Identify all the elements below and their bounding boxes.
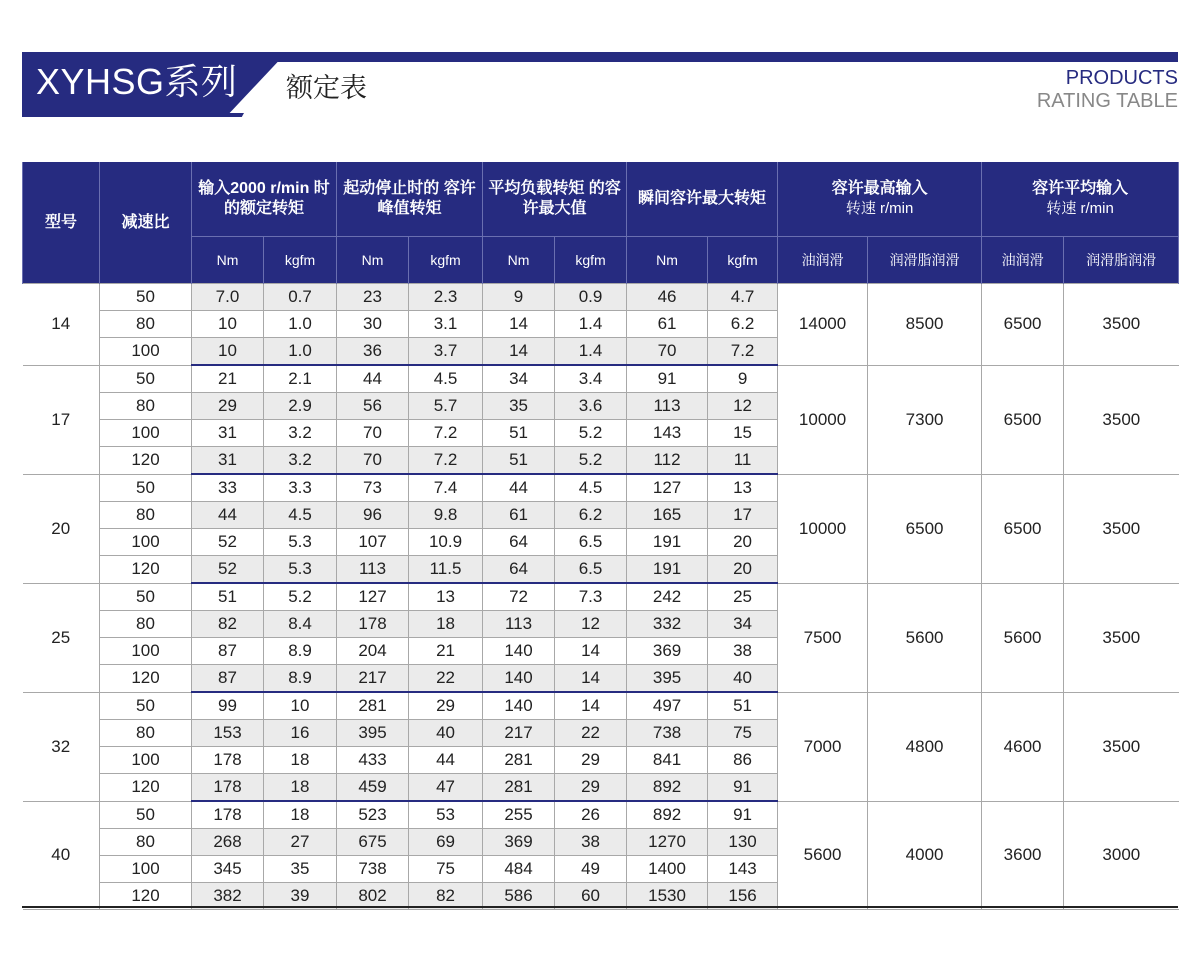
model-cell: 25 bbox=[23, 583, 100, 692]
torque-cell: 4.7 bbox=[708, 284, 778, 311]
torque-cell: 29 bbox=[409, 692, 483, 720]
speed-cell: 7000 bbox=[778, 692, 868, 801]
speed-cell: 5600 bbox=[982, 583, 1064, 692]
torque-cell: 51 bbox=[483, 420, 555, 447]
torque-cell: 191 bbox=[627, 529, 708, 556]
torque-cell: 29 bbox=[192, 393, 264, 420]
torque-cell: 17 bbox=[708, 502, 778, 529]
torque-cell: 52 bbox=[192, 529, 264, 556]
torque-cell: 20 bbox=[708, 556, 778, 584]
header-ratio: 减速比 bbox=[100, 162, 192, 284]
torque-cell: 75 bbox=[409, 856, 483, 883]
torque-cell: 8.9 bbox=[264, 638, 337, 665]
torque-cell: 3.7 bbox=[409, 338, 483, 366]
torque-cell: 10 bbox=[264, 692, 337, 720]
torque-cell: 14 bbox=[555, 665, 627, 693]
torque-cell: 49 bbox=[555, 856, 627, 883]
torque-cell: 34 bbox=[483, 365, 555, 393]
torque-cell: 14 bbox=[483, 338, 555, 366]
header-max-torque: 瞬间容许最大转矩 bbox=[627, 162, 778, 237]
torque-cell: 738 bbox=[627, 720, 708, 747]
unit-kgfm: kgfm bbox=[555, 237, 627, 284]
table-row bbox=[23, 284, 1179, 311]
torque-cell: 18 bbox=[264, 801, 337, 829]
torque-cell: 18 bbox=[264, 774, 337, 802]
grease-lubrication: 润滑脂润滑 bbox=[868, 237, 982, 284]
table-row bbox=[23, 583, 1179, 611]
torque-cell: 25 bbox=[708, 583, 778, 611]
torque-cell: 217 bbox=[337, 665, 409, 693]
torque-cell: 40 bbox=[708, 665, 778, 693]
torque-cell: 29 bbox=[555, 774, 627, 802]
torque-cell: 21 bbox=[409, 638, 483, 665]
torque-cell: 1270 bbox=[627, 829, 708, 856]
torque-cell: 20 bbox=[708, 529, 778, 556]
torque-cell: 61 bbox=[483, 502, 555, 529]
torque-cell: 6.2 bbox=[555, 502, 627, 529]
torque-cell: 3.1 bbox=[409, 311, 483, 338]
speed-cell: 7300 bbox=[868, 365, 982, 474]
torque-cell: 7.2 bbox=[409, 447, 483, 475]
torque-cell: 382 bbox=[192, 883, 264, 910]
grease-lubrication: 润滑脂润滑 bbox=[1064, 237, 1179, 284]
torque-cell: 1530 bbox=[627, 883, 708, 910]
torque-cell: 5.3 bbox=[264, 556, 337, 584]
speed-cell: 4000 bbox=[868, 801, 982, 910]
ratio-cell: 80 bbox=[100, 393, 192, 420]
torque-cell: 23 bbox=[337, 284, 409, 311]
torque-cell: 10.9 bbox=[409, 529, 483, 556]
ratio-cell: 100 bbox=[100, 638, 192, 665]
torque-cell: 4.5 bbox=[409, 365, 483, 393]
header-max-speed-sub: 转速 r/min bbox=[845, 200, 914, 217]
torque-cell: 52 bbox=[192, 556, 264, 584]
torque-cell: 127 bbox=[627, 474, 708, 502]
table-row bbox=[23, 801, 1179, 829]
torque-cell: 7.2 bbox=[409, 420, 483, 447]
torque-cell: 12 bbox=[555, 611, 627, 638]
header-peak-torque: 起动停止时的 容许峰值转矩 bbox=[337, 162, 483, 237]
torque-cell: 332 bbox=[627, 611, 708, 638]
torque-cell: 204 bbox=[337, 638, 409, 665]
torque-cell: 178 bbox=[192, 774, 264, 802]
ratio-cell: 50 bbox=[100, 801, 192, 829]
torque-cell: 4.5 bbox=[264, 502, 337, 529]
ratio-cell: 100 bbox=[100, 856, 192, 883]
speed-cell: 10000 bbox=[778, 474, 868, 583]
ratio-cell: 50 bbox=[100, 365, 192, 393]
torque-cell: 841 bbox=[627, 747, 708, 774]
ratio-cell: 80 bbox=[100, 829, 192, 856]
table-row bbox=[23, 474, 1179, 502]
torque-cell: 395 bbox=[627, 665, 708, 693]
torque-cell: 113 bbox=[337, 556, 409, 584]
torque-cell: 3.2 bbox=[264, 447, 337, 475]
torque-cell: 0.9 bbox=[555, 284, 627, 311]
torque-cell: 22 bbox=[409, 665, 483, 693]
torque-cell: 165 bbox=[627, 502, 708, 529]
torque-cell: 1.4 bbox=[555, 338, 627, 366]
speed-cell: 6500 bbox=[982, 365, 1064, 474]
torque-cell: 268 bbox=[192, 829, 264, 856]
table-bottom-rule bbox=[22, 906, 1178, 908]
unit-nm: Nm bbox=[192, 237, 264, 284]
torque-cell: 72 bbox=[483, 583, 555, 611]
ratio-cell: 100 bbox=[100, 420, 192, 447]
speed-cell: 3000 bbox=[1064, 801, 1179, 910]
torque-cell: 3.2 bbox=[264, 420, 337, 447]
torque-cell: 64 bbox=[483, 529, 555, 556]
torque-cell: 1400 bbox=[627, 856, 708, 883]
torque-cell: 153 bbox=[192, 720, 264, 747]
torque-cell: 30 bbox=[337, 311, 409, 338]
torque-cell: 178 bbox=[192, 801, 264, 829]
speed-cell: 6500 bbox=[868, 474, 982, 583]
torque-cell: 64 bbox=[483, 556, 555, 584]
torque-cell: 6.2 bbox=[708, 311, 778, 338]
torque-cell: 14 bbox=[483, 311, 555, 338]
unit-nm: Nm bbox=[337, 237, 409, 284]
torque-cell: 10 bbox=[192, 338, 264, 366]
torque-cell: 497 bbox=[627, 692, 708, 720]
torque-cell: 44 bbox=[483, 474, 555, 502]
torque-cell: 44 bbox=[409, 747, 483, 774]
table-body bbox=[23, 284, 1179, 910]
torque-cell: 13 bbox=[409, 583, 483, 611]
torque-cell: 2.9 bbox=[264, 393, 337, 420]
model-cell: 20 bbox=[23, 474, 100, 583]
torque-cell: 113 bbox=[483, 611, 555, 638]
torque-cell: 18 bbox=[409, 611, 483, 638]
torque-cell: 7.3 bbox=[555, 583, 627, 611]
torque-cell: 35 bbox=[483, 393, 555, 420]
torque-cell: 3.3 bbox=[264, 474, 337, 502]
page-subtitle: 额定表 bbox=[286, 73, 367, 103]
ratio-cell: 80 bbox=[100, 611, 192, 638]
unit-kgfm: kgfm bbox=[264, 237, 337, 284]
torque-cell: 484 bbox=[483, 856, 555, 883]
torque-cell: 38 bbox=[708, 638, 778, 665]
torque-cell: 73 bbox=[337, 474, 409, 502]
torque-cell: 38 bbox=[555, 829, 627, 856]
torque-cell: 31 bbox=[192, 420, 264, 447]
torque-cell: 39 bbox=[264, 883, 337, 910]
torque-cell: 802 bbox=[337, 883, 409, 910]
speed-cell: 3600 bbox=[982, 801, 1064, 910]
torque-cell: 217 bbox=[483, 720, 555, 747]
torque-cell: 60 bbox=[555, 883, 627, 910]
torque-cell: 11.5 bbox=[409, 556, 483, 584]
torque-cell: 9.8 bbox=[409, 502, 483, 529]
torque-cell: 87 bbox=[192, 665, 264, 693]
torque-cell: 675 bbox=[337, 829, 409, 856]
speed-cell: 10000 bbox=[778, 365, 868, 474]
torque-cell: 892 bbox=[627, 801, 708, 829]
torque-cell: 7.4 bbox=[409, 474, 483, 502]
unit-kgfm: kgfm bbox=[708, 237, 778, 284]
torque-cell: 75 bbox=[708, 720, 778, 747]
header-avg-speed bbox=[982, 162, 1179, 237]
torque-cell: 18 bbox=[264, 747, 337, 774]
oil-lubrication: 油润滑 bbox=[778, 237, 868, 284]
speed-cell: 3500 bbox=[1064, 284, 1179, 366]
products-label: PRODUCTS bbox=[1065, 67, 1178, 89]
torque-cell: 459 bbox=[337, 774, 409, 802]
speed-cell: 6500 bbox=[982, 284, 1064, 366]
torque-cell: 51 bbox=[708, 692, 778, 720]
torque-cell: 1.0 bbox=[264, 311, 337, 338]
ratio-cell: 120 bbox=[100, 774, 192, 802]
ratio-cell: 100 bbox=[100, 338, 192, 366]
torque-cell: 14 bbox=[555, 638, 627, 665]
torque-cell: 6.5 bbox=[555, 529, 627, 556]
torque-cell: 99 bbox=[192, 692, 264, 720]
ratio-cell: 120 bbox=[100, 556, 192, 584]
ratio-cell: 50 bbox=[100, 474, 192, 502]
torque-cell: 4.5 bbox=[555, 474, 627, 502]
torque-cell: 12 bbox=[708, 393, 778, 420]
torque-cell: 523 bbox=[337, 801, 409, 829]
torque-cell: 33 bbox=[192, 474, 264, 502]
torque-cell: 91 bbox=[708, 774, 778, 802]
torque-cell: 51 bbox=[483, 447, 555, 475]
torque-cell: 9 bbox=[708, 365, 778, 393]
torque-cell: 86 bbox=[708, 747, 778, 774]
torque-cell: 140 bbox=[483, 692, 555, 720]
torque-cell: 22 bbox=[555, 720, 627, 747]
torque-cell: 107 bbox=[337, 529, 409, 556]
torque-cell: 140 bbox=[483, 638, 555, 665]
torque-cell: 369 bbox=[627, 638, 708, 665]
torque-cell: 892 bbox=[627, 774, 708, 802]
torque-cell: 738 bbox=[337, 856, 409, 883]
speed-cell: 5600 bbox=[778, 801, 868, 910]
torque-cell: 56 bbox=[337, 393, 409, 420]
torque-cell: 40 bbox=[409, 720, 483, 747]
torque-cell: 178 bbox=[337, 611, 409, 638]
rating-table-label: RATING TABLE bbox=[1036, 90, 1178, 112]
speed-cell: 4600 bbox=[982, 692, 1064, 801]
table-row bbox=[23, 692, 1179, 720]
torque-cell: 11 bbox=[708, 447, 778, 475]
unit-kgfm: kgfm bbox=[409, 237, 483, 284]
torque-cell: 130 bbox=[708, 829, 778, 856]
torque-cell: 5.2 bbox=[555, 420, 627, 447]
ratio-cell: 50 bbox=[100, 692, 192, 720]
torque-cell: 27 bbox=[264, 829, 337, 856]
speed-cell: 5600 bbox=[868, 583, 982, 692]
model-cell: 14 bbox=[23, 284, 100, 366]
torque-cell: 36 bbox=[337, 338, 409, 366]
torque-cell: 5.2 bbox=[264, 583, 337, 611]
oil-lubrication: 油润滑 bbox=[982, 237, 1064, 284]
torque-cell: 143 bbox=[708, 856, 778, 883]
torque-cell: 82 bbox=[409, 883, 483, 910]
torque-cell: 5.2 bbox=[555, 447, 627, 475]
torque-cell: 112 bbox=[627, 447, 708, 475]
torque-cell: 14 bbox=[555, 692, 627, 720]
torque-cell: 44 bbox=[192, 502, 264, 529]
header-avg-speed-title: 容许平均输入 bbox=[1032, 180, 1129, 197]
torque-cell: 113 bbox=[627, 393, 708, 420]
torque-cell: 178 bbox=[192, 747, 264, 774]
header-max-speed bbox=[778, 162, 982, 237]
ratio-cell: 100 bbox=[100, 529, 192, 556]
torque-cell: 91 bbox=[708, 801, 778, 829]
torque-cell: 2.1 bbox=[264, 365, 337, 393]
speed-cell: 3500 bbox=[1064, 583, 1179, 692]
torque-cell: 8.4 bbox=[264, 611, 337, 638]
torque-cell: 1.4 bbox=[555, 311, 627, 338]
torque-cell: 281 bbox=[483, 774, 555, 802]
torque-cell: 82 bbox=[192, 611, 264, 638]
torque-cell: 433 bbox=[337, 747, 409, 774]
torque-cell: 13 bbox=[708, 474, 778, 502]
speed-cell: 7500 bbox=[778, 583, 868, 692]
speed-cell: 3500 bbox=[1064, 474, 1179, 583]
torque-cell: 44 bbox=[337, 365, 409, 393]
torque-cell: 3.6 bbox=[555, 393, 627, 420]
speed-cell: 14000 bbox=[778, 284, 868, 366]
header-tab-underline bbox=[22, 113, 244, 117]
unit-nm: Nm bbox=[627, 237, 708, 284]
torque-cell: 7.0 bbox=[192, 284, 264, 311]
torque-cell: 156 bbox=[708, 883, 778, 910]
series-title: XYHSG系列 bbox=[36, 61, 238, 102]
ratio-cell: 120 bbox=[100, 665, 192, 693]
torque-cell: 6.5 bbox=[555, 556, 627, 584]
torque-cell: 47 bbox=[409, 774, 483, 802]
model-cell: 32 bbox=[23, 692, 100, 801]
torque-cell: 70 bbox=[627, 338, 708, 366]
header-avg-speed-sub: 转速 r/min bbox=[1046, 200, 1114, 217]
torque-cell: 26 bbox=[555, 801, 627, 829]
speed-cell: 3500 bbox=[1064, 365, 1179, 474]
ratio-cell: 50 bbox=[100, 583, 192, 611]
torque-cell: 255 bbox=[483, 801, 555, 829]
torque-cell: 191 bbox=[627, 556, 708, 584]
ratio-cell: 120 bbox=[100, 883, 192, 910]
torque-cell: 70 bbox=[337, 447, 409, 475]
header-model: 型号 bbox=[23, 162, 100, 284]
table-row bbox=[23, 365, 1179, 393]
torque-cell: 395 bbox=[337, 720, 409, 747]
torque-cell: 281 bbox=[483, 747, 555, 774]
speed-cell: 3500 bbox=[1064, 692, 1179, 801]
torque-cell: 87 bbox=[192, 638, 264, 665]
ratio-cell: 80 bbox=[100, 502, 192, 529]
speed-cell: 8500 bbox=[868, 284, 982, 366]
torque-cell: 10 bbox=[192, 311, 264, 338]
torque-cell: 5.7 bbox=[409, 393, 483, 420]
ratio-cell: 100 bbox=[100, 747, 192, 774]
torque-cell: 69 bbox=[409, 829, 483, 856]
torque-cell: 15 bbox=[708, 420, 778, 447]
torque-cell: 96 bbox=[337, 502, 409, 529]
unit-nm: Nm bbox=[483, 237, 555, 284]
torque-cell: 51 bbox=[192, 583, 264, 611]
torque-cell: 0.7 bbox=[264, 284, 337, 311]
torque-cell: 53 bbox=[409, 801, 483, 829]
torque-cell: 127 bbox=[337, 583, 409, 611]
ratio-cell: 80 bbox=[100, 311, 192, 338]
torque-cell: 369 bbox=[483, 829, 555, 856]
ratio-cell: 80 bbox=[100, 720, 192, 747]
torque-cell: 1.0 bbox=[264, 338, 337, 366]
torque-cell: 91 bbox=[627, 365, 708, 393]
model-cell: 40 bbox=[23, 801, 100, 910]
ratio-cell: 120 bbox=[100, 447, 192, 475]
torque-cell: 31 bbox=[192, 447, 264, 475]
speed-cell: 6500 bbox=[982, 474, 1064, 583]
torque-cell: 143 bbox=[627, 420, 708, 447]
torque-cell: 61 bbox=[627, 311, 708, 338]
model-cell: 17 bbox=[23, 365, 100, 474]
torque-cell: 8.9 bbox=[264, 665, 337, 693]
torque-cell: 7.2 bbox=[708, 338, 778, 366]
torque-cell: 281 bbox=[337, 692, 409, 720]
torque-cell: 140 bbox=[483, 665, 555, 693]
rating-table bbox=[22, 162, 1179, 910]
header-max-speed-title: 容许最高输入 bbox=[831, 180, 928, 197]
torque-cell: 16 bbox=[264, 720, 337, 747]
torque-cell: 586 bbox=[483, 883, 555, 910]
torque-cell: 5.3 bbox=[264, 529, 337, 556]
torque-cell: 70 bbox=[337, 420, 409, 447]
torque-cell: 242 bbox=[627, 583, 708, 611]
torque-cell: 9 bbox=[483, 284, 555, 311]
speed-cell: 4800 bbox=[868, 692, 982, 801]
torque-cell: 29 bbox=[555, 747, 627, 774]
header-avg-torque: 平均负载转矩 的容许最大值 bbox=[483, 162, 627, 237]
torque-cell: 345 bbox=[192, 856, 264, 883]
torque-cell: 46 bbox=[627, 284, 708, 311]
torque-cell: 3.4 bbox=[555, 365, 627, 393]
header-rated-torque: 输入2000 r/min 时的额定转矩 bbox=[192, 162, 337, 237]
torque-cell: 35 bbox=[264, 856, 337, 883]
torque-cell: 2.3 bbox=[409, 284, 483, 311]
ratio-cell: 50 bbox=[100, 284, 192, 311]
torque-cell: 34 bbox=[708, 611, 778, 638]
torque-cell: 21 bbox=[192, 365, 264, 393]
